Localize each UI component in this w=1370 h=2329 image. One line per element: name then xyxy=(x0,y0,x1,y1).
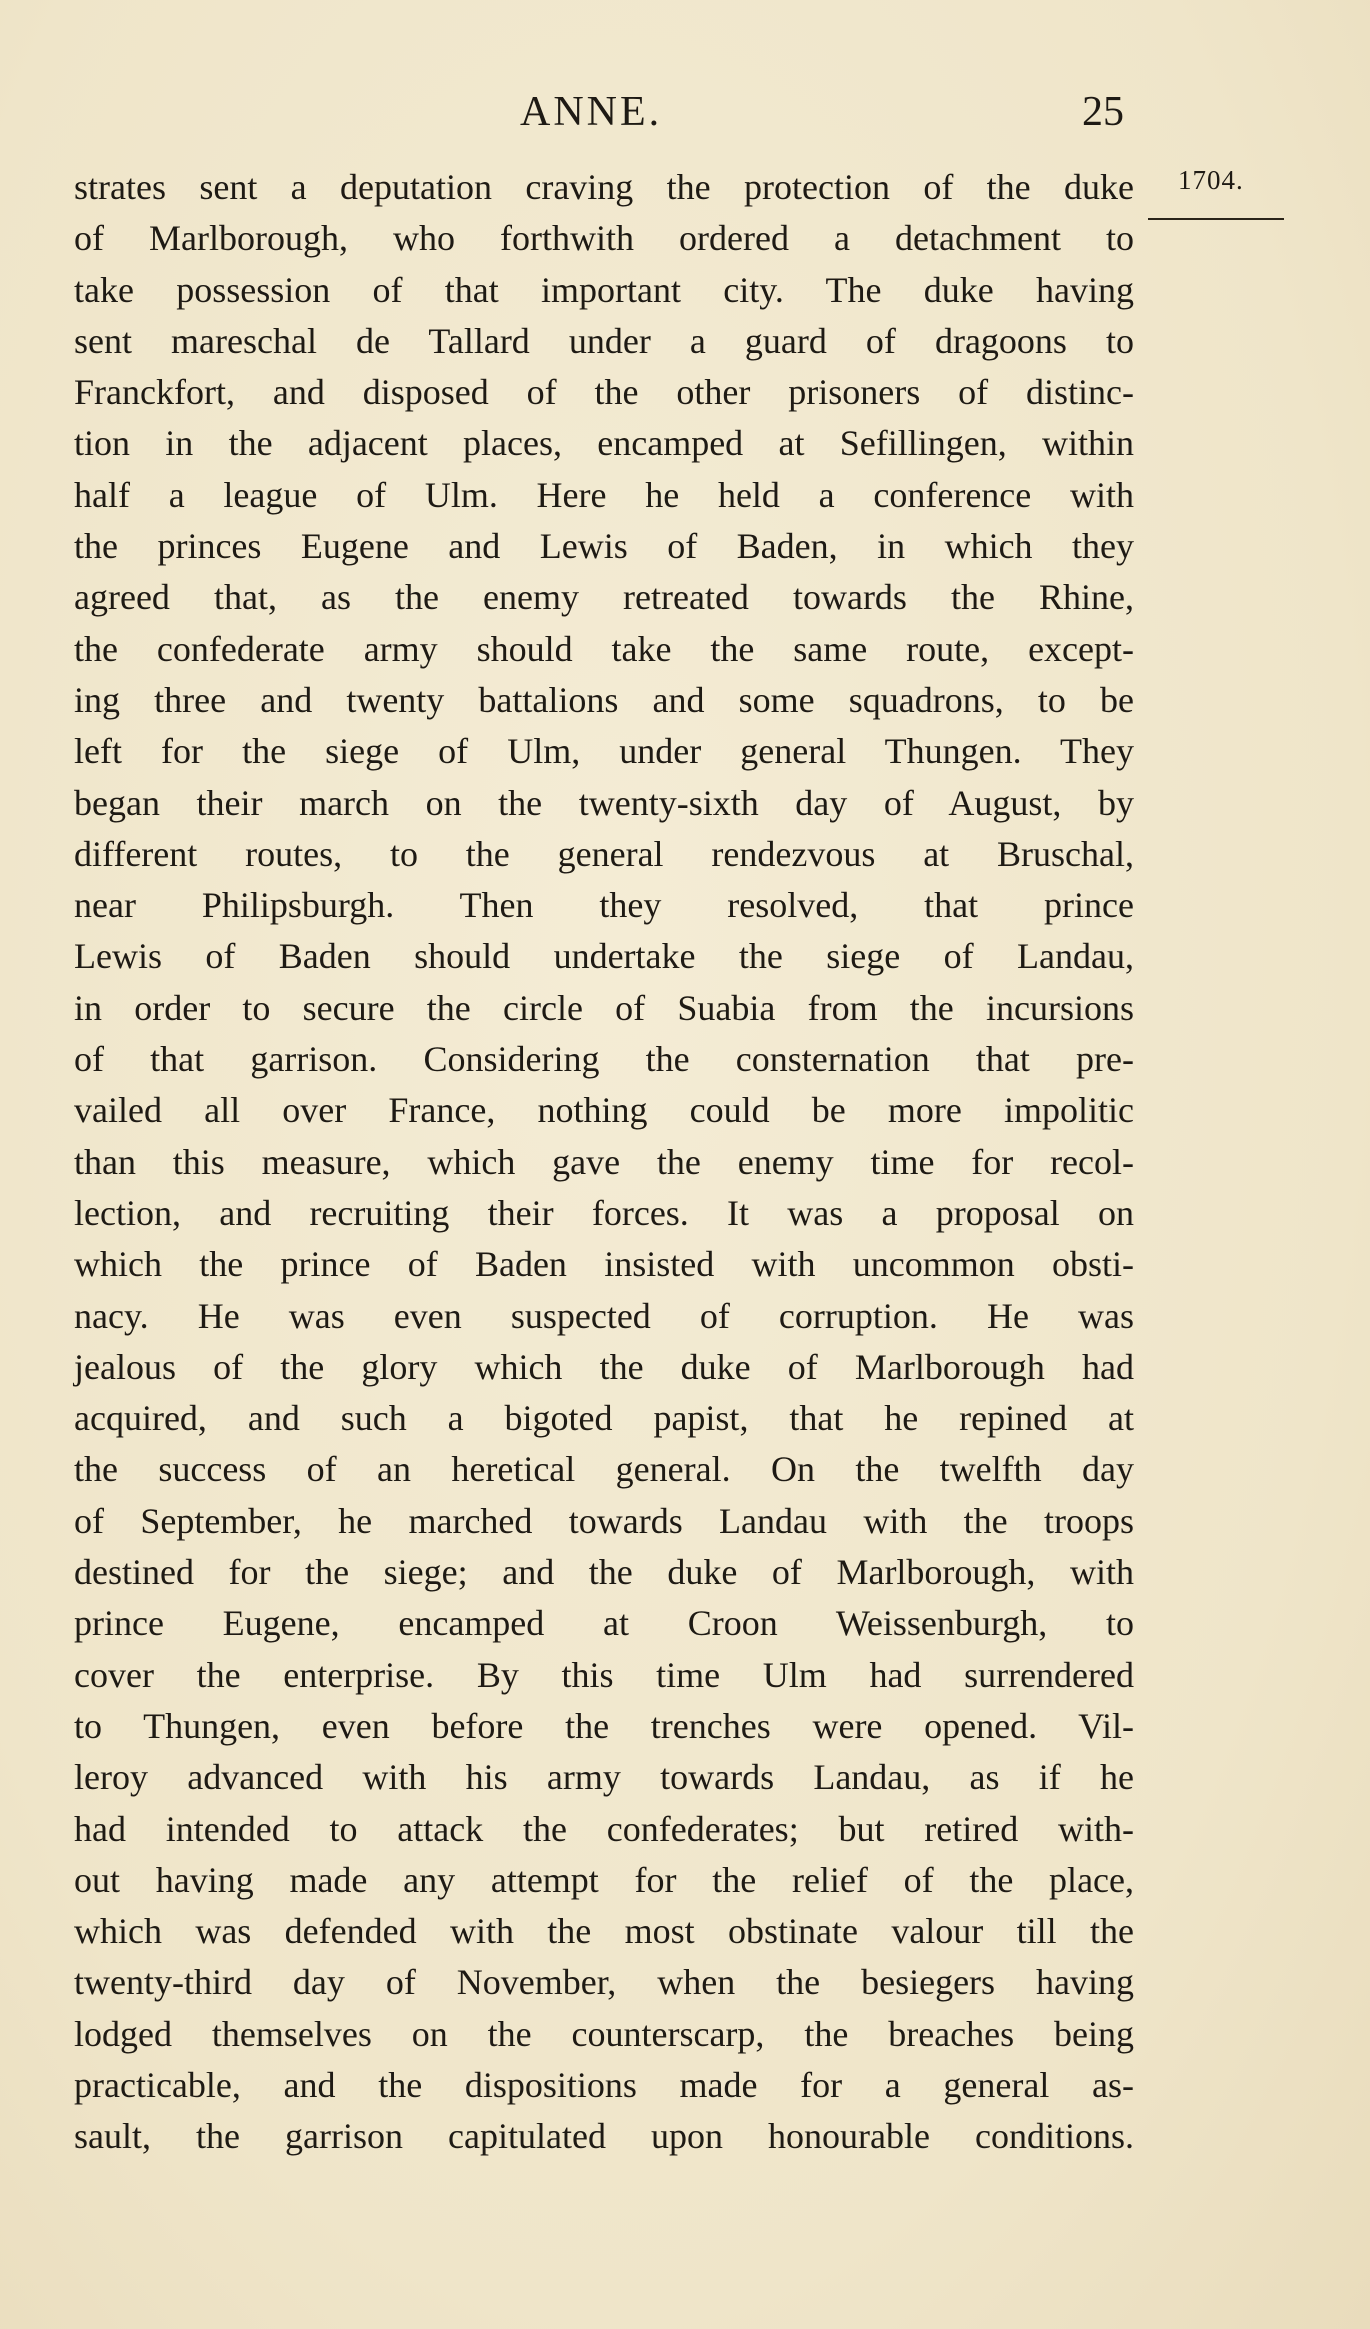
text-line: near Philipsburgh. Then they resolved, that prince xyxy=(74,885,1134,926)
text-line: of September, he marched towards Landau with the troops xyxy=(74,1500,1134,1541)
text-line: the success of an heretical general. On the twelfth day xyxy=(74,1449,1134,1490)
margin-rule xyxy=(1148,218,1284,220)
text-line: sault, the garrison capitulated upon honourable conditions. xyxy=(74,2116,1134,2157)
text-line: to Thungen, even before the trenches were opened. Vil- xyxy=(74,1705,1134,1746)
text-line: began their march on the twenty-sixth day of August, by xyxy=(74,782,1134,823)
text-line: Lewis of Baden should undertake the siege of Landau, xyxy=(74,936,1134,977)
text-line: different routes, to the general rendezvous at Bruschal, xyxy=(74,833,1134,874)
text-line: leroy advanced with his army towards Landau, as if he xyxy=(74,1757,1134,1798)
text-line: ing three and twenty battalions and some squadrons, to be xyxy=(74,679,1134,720)
text-line: out having made any attempt for the relief of the place, xyxy=(74,1859,1134,1900)
text-line: of Marlborough, who forthwith ordered a detachment to xyxy=(74,218,1134,259)
text-line: cover the enterprise. By this time Ulm had surrendered xyxy=(74,1654,1134,1695)
text-line: jealous of the glory which the duke of Marlborough had xyxy=(74,1346,1134,1387)
margin-year-note: 1704. xyxy=(1178,165,1244,195)
text-line: Franckfort, and disposed of the other prisoners of distinc- xyxy=(74,372,1134,413)
text-line: of that garrison. Considering the consternation that pre- xyxy=(74,1039,1134,1080)
text-line: tion in the adjacent places, encamped at Sefillingen, within xyxy=(74,423,1134,464)
page-number: 25 xyxy=(1082,89,1124,135)
text-line: acquired, and such a bigoted papist, that he repined at xyxy=(74,1398,1134,1439)
text-line: twenty-third day of November, when the besiegers having xyxy=(74,1962,1134,2003)
text-line: the princes Eugene and Lewis of Baden, in which they xyxy=(74,526,1134,567)
text-line: destined for the siege; and the duke of Marlborough, with xyxy=(74,1552,1134,1593)
text-line: prince Eugene, encamped at Croon Weissenburgh, to xyxy=(74,1603,1134,1644)
text-line: practicable, and the dispositions made for a general as- xyxy=(74,2064,1134,2105)
text-line: agreed that, as the enemy retreated towards the Rhine, xyxy=(74,577,1134,618)
text-line: in order to secure the circle of Suabia from the incursions xyxy=(74,987,1134,1028)
text-line: which was defended with the most obstinate valour till the xyxy=(74,1911,1134,1952)
text-line: strates sent a deputation craving the protection of the duke xyxy=(74,167,1134,207)
text-line: lection, and recruiting their forces. It was a proposal on xyxy=(74,1192,1134,1233)
text-line: sent mareschal de Tallard under a guard of dragoons to xyxy=(74,320,1134,361)
text-line: had intended to attack the confederates; but retired with- xyxy=(74,1808,1134,1849)
text-line: the confederate army should take the same route, except- xyxy=(74,628,1134,669)
text-line: than this measure, which gave the enemy time for recol- xyxy=(74,1141,1134,1182)
text-line: lodged themselves on the counterscarp, the breaches being xyxy=(74,2013,1134,2054)
text-line: which the prince of Baden insisted with uncommon obsti- xyxy=(74,1244,1134,1285)
running-head xyxy=(0,82,1370,142)
text-line: left for the siege of Ulm, under general Thungen. They xyxy=(74,731,1134,772)
text-line: nacy. He was even suspected of corruption. He was xyxy=(74,1295,1134,1336)
body-text xyxy=(74,162,1134,2163)
text-line: half a league of Ulm. Here he held a conference with xyxy=(74,474,1134,515)
running-title: ANNE. xyxy=(520,89,663,135)
text-line: vailed all over France, nothing could be more impolitic xyxy=(74,1090,1134,1131)
text-line: take possession of that important city. The duke having xyxy=(74,269,1134,310)
